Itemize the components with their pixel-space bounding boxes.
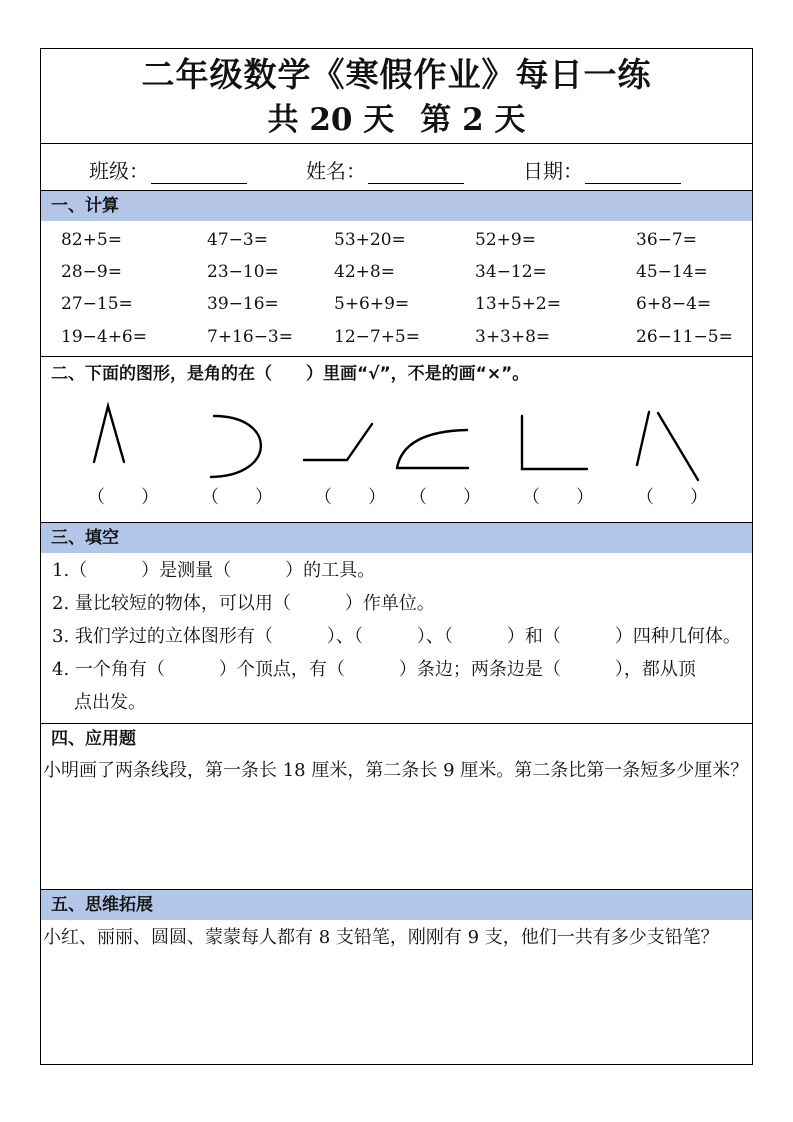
section-fill-heading: 三、填空 [41,523,752,553]
calc-problem: 39−16= [207,294,279,314]
calc-problem: 23−10= [207,262,279,282]
answer-paren-5[interactable]: （ ） [522,487,594,508]
class-field [89,155,247,184]
divider [41,356,752,357]
section-thinking-heading: 五、思维拓展 [41,890,752,920]
fill-item-1: 1.（ ）是测量（ ）的工具。 [52,560,376,581]
fill-item-2: 2. 量比较短的物体，可以用（ ）作单位。 [52,593,435,614]
name-blank[interactable] [368,163,464,184]
right-angle-shape [522,416,587,469]
calc-problem: 45−14= [636,262,708,282]
calc-problem: 3+3+8= [475,327,551,347]
calc-problem: 6+8−4= [636,294,712,314]
calc-problem: 12−7+5= [334,327,420,347]
bent-line-shape [304,424,372,460]
fill-item-4: 4. 一个角有（ ）个顶点，有（ ）条边；两条边是（ ），都从顶 [52,659,696,680]
answer-paren-2[interactable]: （ ） [201,487,273,508]
current-day: 第 2 天 [420,102,526,138]
class-blank[interactable] [151,163,247,184]
worksheet-day [41,99,752,141]
calc-problem: 7+16−3= [207,327,293,347]
worksheet [40,48,753,1065]
answer-paren-6[interactable]: （ ） [636,487,708,508]
name-field [306,155,464,184]
calc-problem: 47−3= [207,230,268,250]
total-days: 共 20 天 [267,102,395,138]
calc-problem: 52+9= [475,230,536,250]
date-blank[interactable] [585,163,681,184]
title-block [41,49,752,144]
calc-problem: 19−4+6= [61,327,147,347]
class-label: 班级： [89,159,149,183]
date-field [523,155,681,184]
arc-corner-shape [397,430,468,468]
calc-problem: 5+6+9= [334,294,410,314]
section-calc-heading: 一、计算 [41,191,752,221]
date-label: 日期： [523,159,583,183]
answer-paren-3[interactable]: （ ） [314,487,386,508]
curve-shape [211,416,261,477]
calc-problem: 13+5+2= [475,294,561,314]
calc-problem: 82+5= [61,230,122,250]
open-peak-shape [94,406,124,462]
fill-item-3: 3. 我们学过的立体图形有（ ）、（ ）、（ ）和（ ）四种几何体。 [52,626,741,647]
calc-problem: 28−9= [61,262,122,282]
fill-item-4-cont: 点出发。 [74,692,146,713]
worksheet-title: 二年级数学《寒假作业》每日一练 [141,55,652,94]
calc-problem: 27−15= [61,294,133,314]
answer-paren-4[interactable]: （ ） [409,487,481,508]
calc-problem: 34−12= [475,262,547,282]
student-info-row [41,143,752,191]
word-problem-text: 小明画了两条线段，第一条长 18 厘米，第二条长 9 厘米。第二条比第一条短多少厘米？ [43,760,749,781]
calc-problem: 53+20= [334,230,406,250]
calc-problem: 42+8= [334,262,395,282]
section-word-problem-heading: 四、应用题 [51,729,136,749]
name-label: 姓名： [306,159,366,183]
answer-paren-1[interactable]: （ ） [87,487,159,508]
section-angle-heading: 二、下面的图形，是角的在（ ）里画“√”，不是的画“×”。 [51,364,530,384]
thinking-problem-text: 小红、丽丽、圆圆、蒙蒙每人都有 8 支铅笔，刚刚有 9 支，他们一共有多少支铅笔？ [43,927,719,948]
open-wedge-shape [637,412,698,480]
calc-problem: 26−11−5= [636,327,733,347]
calc-problem: 36−7= [636,230,697,250]
